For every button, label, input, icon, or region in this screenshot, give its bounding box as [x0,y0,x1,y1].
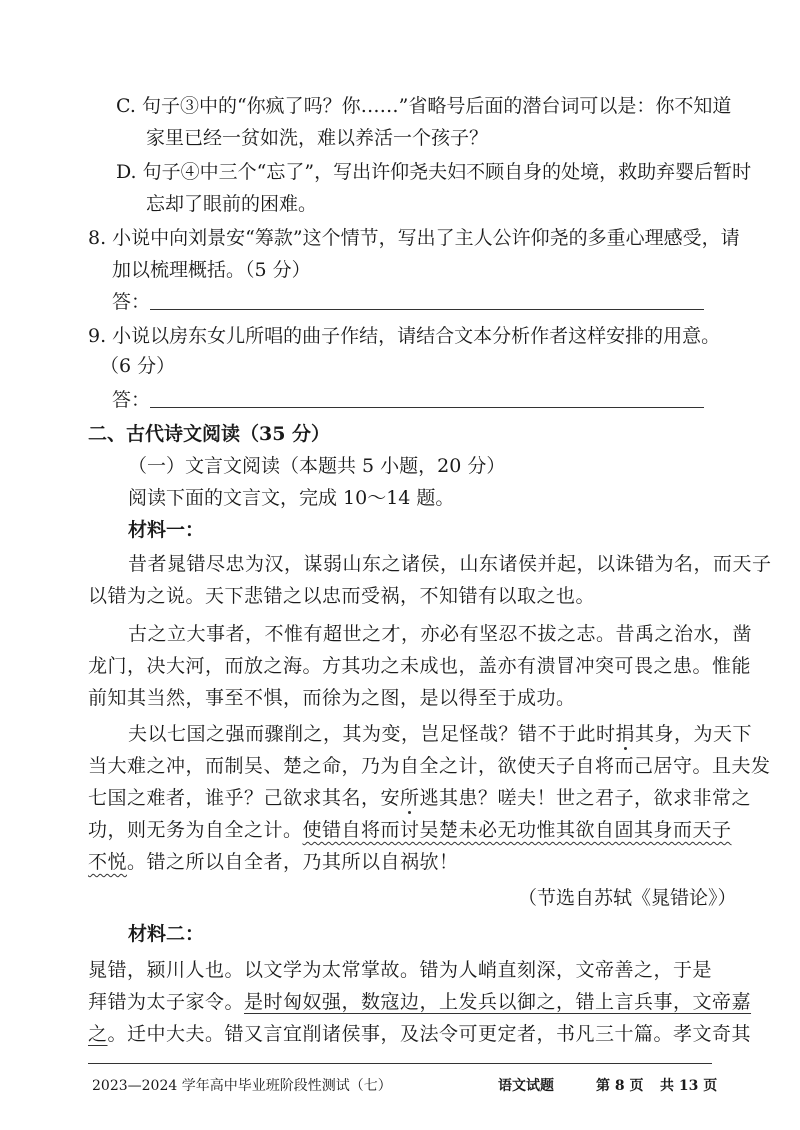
emphasis-dot-word-juan: 捐 [615,723,636,745]
option-c-line2: 家里已经一贫如洗，难以养活一个孩子？ [146,127,489,149]
footer-total-pages: 共 13 页 [660,1078,718,1094]
question-8-answer-label: 答： [112,291,151,313]
p3-line3-part-a: 七国之难者，谁乎？己欲求其名，安 [88,787,401,809]
question-8-answer-line[interactable] [150,309,704,310]
option-c-line1: C. 句子③中的“你疯了吗？你……”省略号后面的潜台词可以是：你不知道 [116,95,732,117]
material-2-label: 材料二： [128,923,205,945]
material-1-p3-line2: 当大难之冲，而制吴、楚之命，乃为自全之计，欲使天子自将而己居守。且夫发 [88,755,771,777]
question-9-line2: （6 分） [100,355,176,377]
material-1-label: 材料一： [128,519,205,541]
p3-line4-part-a: 功，则无务为自全之计。 [88,819,303,841]
material-1-p2-line2: 龙门，决大河，而放之海。方其功之未成也，盖亦有溃冒冲突可畏之患。惟能 [88,655,752,677]
material-2-line3 [88,1020,751,1048]
section-2-sub-heading: （一）文言文阅读（本题共 5 小题，20 分） [128,455,506,477]
p3-line1-part-b: 其身，为天下 [635,723,753,745]
question-9-line1: 9. 小说以房东女儿所唱的曲子作结，请结合文本分析作者这样安排的用意。 [88,325,721,347]
question-9-answer-line[interactable] [150,407,704,408]
question-8-line2: 加以梳理概括。（5 分） [112,259,311,281]
wavy-underlined-sentence-end: 不悦 [88,851,128,873]
material-1-p1-line1: 昔者晁错尽忠为汉，谋弱山东之诸侯，山东诸侯并起，以诛错为名，而天子 [128,553,772,575]
footer-exam-title: 2023—2024 学年高中毕业班阶段性测试（七） [92,1078,392,1094]
footer-subject: 语文试题 [498,1078,554,1094]
material-2-line3-part-b: 。迁中大夫。错又言宜削诸侯事，及法令可更定者，书凡三十篇。孝文奇其 [107,1023,752,1045]
p3-line3-part-b: 逃其患？嗟夫！世之君子，欲求非常之 [419,787,752,809]
underlined-sentence: 是时匈奴强，数寇边，上发兵以御之，错上言兵事，文帝嘉 [244,991,752,1013]
material-1-p1-line2: 以错为之说。天下悲错之以忠而受祸，不知错有以取之也。 [88,585,596,607]
question-9-answer-label: 答： [112,389,151,411]
material-1-source: （节选自苏轼《晁错论》） [518,887,737,909]
option-d-line2: 忘却了眼前的困难。 [146,193,318,215]
question-8-line1: 8. 小说中向刘景安“筹款”这个情节，写出了主人公许仰尧的多重心理感受，请 [88,227,740,249]
material-2-line2 [88,988,751,1016]
p3-line1-part-a: 夫以七国之强而骤削之，其为变，岂足怪哉？错不于此时 [128,723,616,745]
section-2-instruction: 阅读下面的文言文，完成 10～14 题。 [128,487,455,509]
p3-line5-part-b: 。错之所以自全者，乃其所以自祸欤！ [127,851,459,873]
footer-divider [88,1063,712,1064]
material-2-line2-part-a: 拜错为太子家令。 [88,991,245,1013]
material-1-p2-line1: 古之立大事者，不惟有超世之才，亦必有坚忍不拔之志。昔禹之治水，凿 [128,623,753,645]
emphasis-dot-word-suo: 所 [400,787,420,809]
material-2-line1: 晁错，颍川人也。以文学为太常掌故。错为人峭直刻深，文帝善之，于是 [88,959,713,981]
option-d-line1: D. 句子④中三个“忘了”，写出许仰尧夫妇不顾自身的处境，救助弃婴后暂时 [116,161,752,183]
material-1-p3-line1 [128,720,752,748]
material-1-p3-line3 [88,784,751,812]
wavy-underlined-sentence: 使错自将而讨吴楚未必无功惟其欲自固其身而天子 [302,819,732,841]
material-1-p2-line3: 前知其当然，事至不惧，而徐为之图，是以得至于成功。 [88,687,576,709]
section-2-heading: 二、古代诗文阅读（35 分） [88,423,331,445]
material-1-p3-line4 [88,816,732,844]
material-1-p3-line5 [88,848,459,876]
underlined-sentence-end: 之 [88,1023,108,1045]
footer-page-number: 第 8 页 [596,1078,644,1094]
